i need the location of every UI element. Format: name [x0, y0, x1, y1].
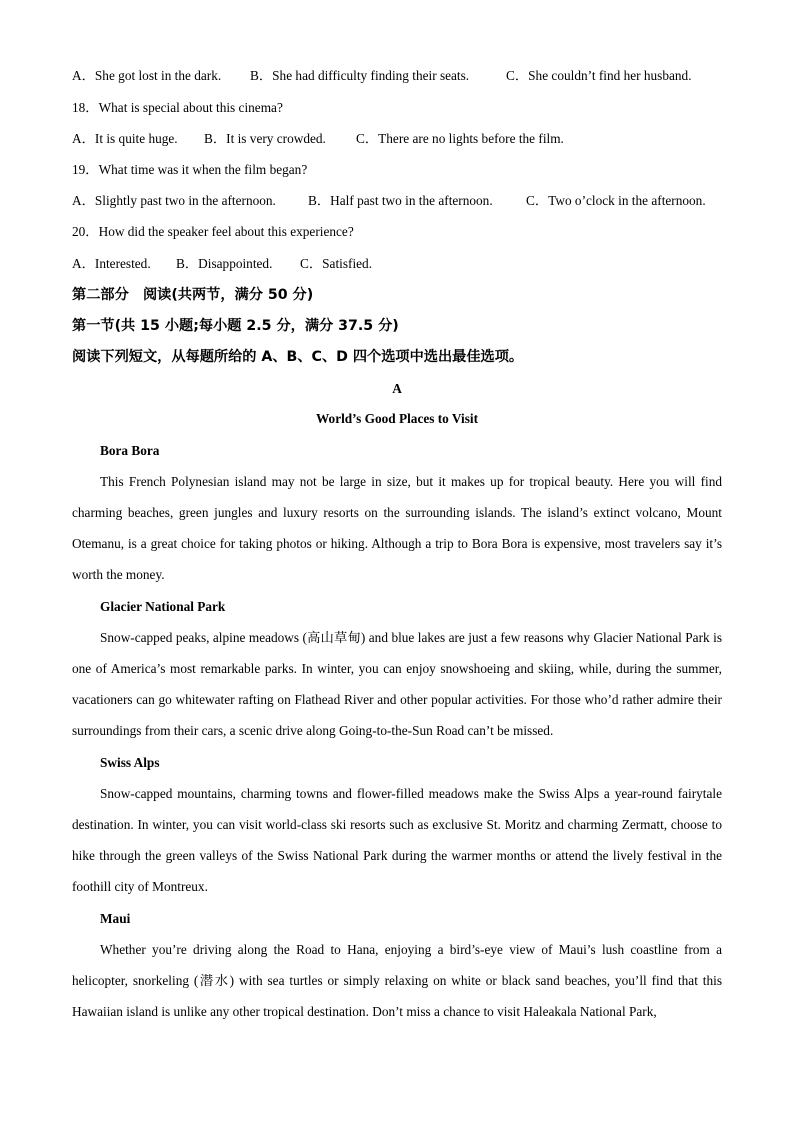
section-text-swiss-alps: Snow-capped mountains, charming towns and flower-filled meadows make the Swiss Alps a year-round fairytale destination. In winter, you can visit world-class ski resorts such as exclusive St. Moritz and charming Zermatt, choose to hike through the green valleys of the Swiss National Park during the warmer months or attend the lively festival in the foothill city of Montreux. [72, 786, 722, 895]
part2-title: 第二部分 阅读(共两节，满分 50 分) [72, 287, 314, 303]
section1-title: 第一节(共 15 小题;每小题 2.5 分，满分 37.5 分) [72, 318, 399, 334]
q17-options [72, 67, 722, 85]
q17-option-a: A．She got lost in the dark. [72, 68, 222, 83]
section-heading-bora-bora: Bora Bora [100, 443, 160, 458]
q20-option-b: B．Disappointed. [176, 256, 273, 271]
passage-title: World’s Good Places to Visit [315, 411, 479, 426]
q17-option-c: C．She couldn’t find her husband. [506, 68, 692, 83]
q18-option-a: A．It is quite huge. [72, 131, 178, 146]
q17-option-b: B．She had difficulty finding their seats. [250, 68, 470, 83]
passage-label: A [392, 381, 402, 396]
q20-options [72, 255, 722, 273]
q20-option-c: C．Satisfied. [300, 256, 373, 271]
q18-option-b: B．It is very crowded. [204, 131, 326, 146]
section-text-bora-bora: This French Polynesian island may not be large in size, but it makes up for tropical beauty. Here you will find charming beaches, green jungles and luxury resorts on the surrounding islands. The island’s extinct volcano, Mount Otemanu, is a great choice for taking photos or hiking. Although a trip to Bora Bora is expensive, most travelers say it’s worth the money. [72, 474, 722, 583]
q19-option-a: A．Slightly past two in the afternoon. [72, 193, 276, 208]
section-heading-swiss-alps: Swiss Alps [100, 755, 160, 770]
section-text-maui: Whether you’re driving along the Road to Hana, enjoying a bird’s-eye view of Maui’s lush coastline from a helicopter, snorkeling (潜水) with sea turtles or simply relaxing on white or black sand beaches, you’ll find that this Hawaiian island is unlike any other tropical destination. Don’t miss a chance to visit Haleakala National Park, [72, 942, 722, 1020]
q18-question: 18．What is special about this cinema? [72, 100, 283, 115]
q18-option-c: C．There are no lights before the film. [356, 131, 564, 146]
q19-question: 19．What time was it when the film began? [72, 162, 308, 177]
section-heading-maui: Maui [100, 911, 131, 926]
section-heading-glacier: Glacier National Park [100, 599, 226, 614]
q18-options [72, 130, 722, 148]
q20-question: 20．How did the speaker feel about this experience? [72, 224, 354, 239]
q20-option-a: A．Interested. [72, 256, 151, 271]
reading-instruction: 阅读下列短文，从每题所给的 A、B、C、D 四个选项中选出最佳选项。 [72, 349, 524, 365]
q19-option-c: C．Two o’clock in the afternoon. [526, 193, 706, 208]
q19-options [72, 192, 722, 210]
section-text-glacier: Snow-capped peaks, alpine meadows (高山草甸) and blue lakes are just a few reasons why Glacier National Park is one of America’s most remarkable parks. In winter, you can enjoy snowshoeing and skiing, while, during the summer, vacationers can go whitewater rafting on Flathead River and other popular activities. For those who’d rather admire their surroundings from their cars, a scenic drive along Going-to-the-Sun Road can’t be missed. [72, 630, 722, 739]
q19-option-b: B．Half past two in the afternoon. [308, 193, 493, 208]
